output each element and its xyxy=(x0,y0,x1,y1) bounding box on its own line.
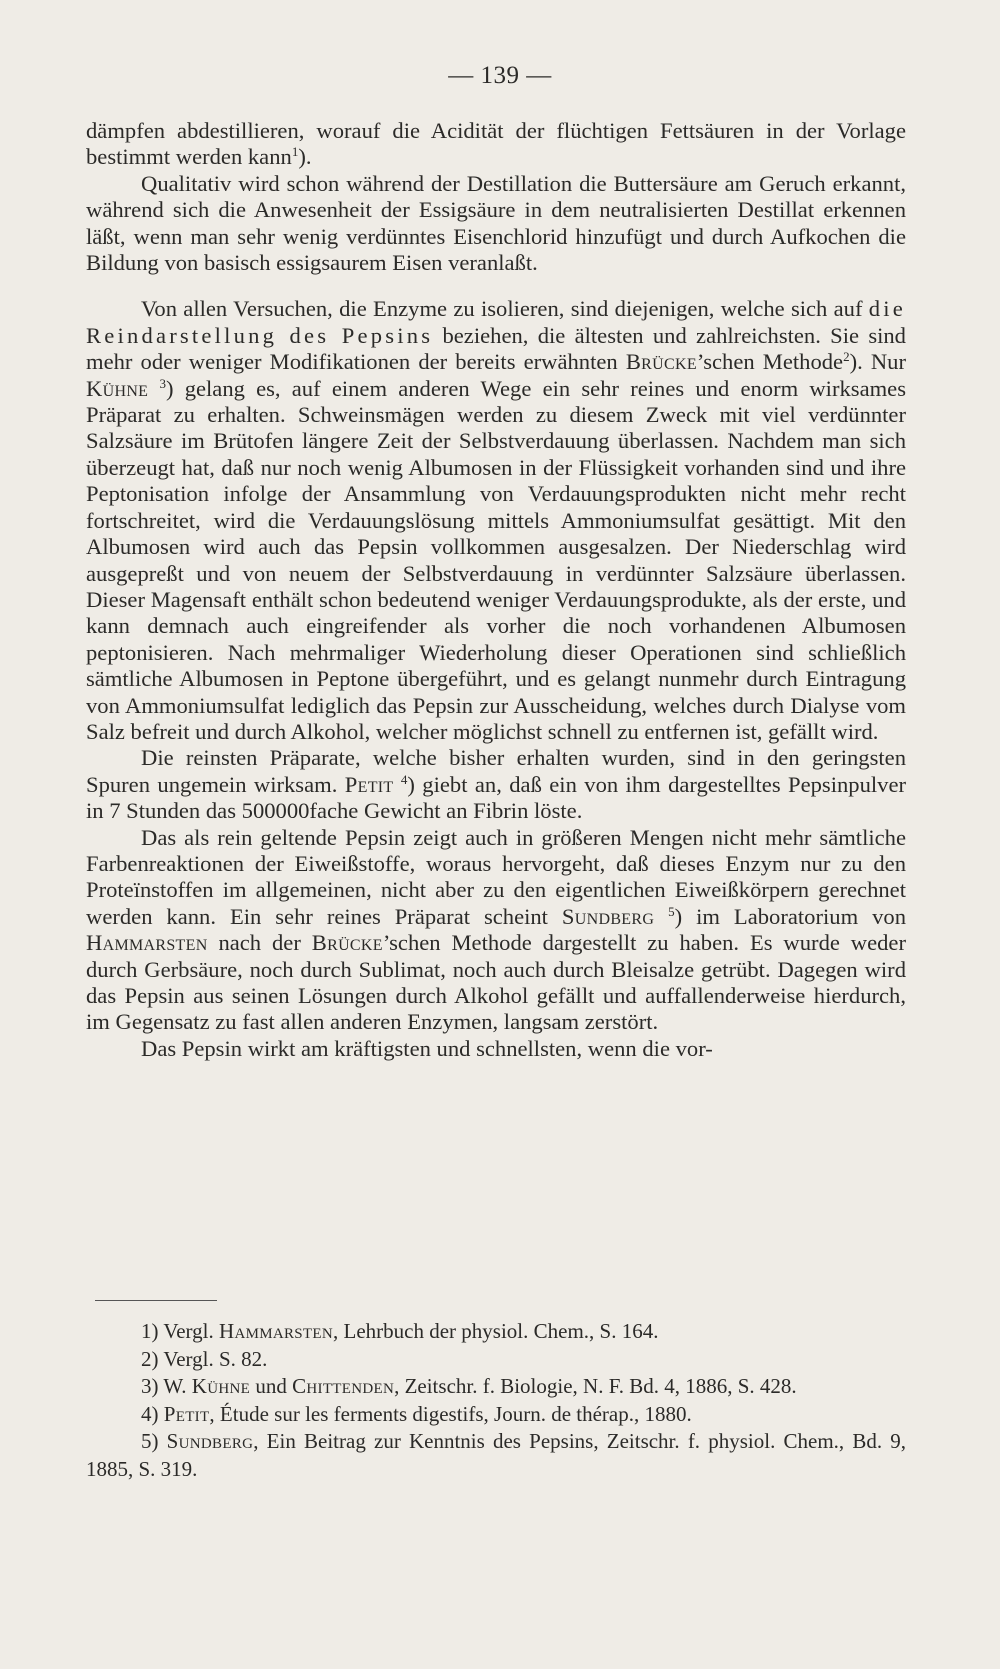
text-run: ) gelang es, auf einem anderen Wege ein sehr reines und enorm wirksames Präparat zu erhalten. Schweinsmägen werden zu diesem Zweck mit viel verdünnter Salzsäure im Brütofen längere Zeit der Selbstverdauung überlassen. Nachdem man sich überzeugt hat, daß nur noch wenig Albumosen in der Flüssigkeit vorhanden sind und ihre Peptonisation infolge der Ansammlung von Verdauungsprodukten nicht mehr recht fortschreitet, wird die Verdauungslösung mittels Ammoniumsulfat gesättigt. Mit den Albumosen wird auch das Pepsin vollkommen ausgesalzen. Der Niederschlag wird ausgepreßt und von neuem der Selbstverdauung in verdünnter Salzsäure überlassen. Dieser Magensaft enthält schon bedeutend weniger Verdauungsprodukte, als der erste, und kann demnach auch eingreifender als vorher die noch vorhandenen Albumosen peptonisieren. Nach mehrmaliger Wiederholung dieser Operationen sind schließlich sämtliche Albumosen in Peptone übergeführt, und es gelangt nunmehr durch Eintragung von Ammoniumsulfat lediglich das Pepsin zur Ausscheidung, welches durch Dialyse vom Salz befreit und durch Alkohol, welcher möglichst schnell zu entfernen ist, gefällt wird. xyxy=(86,375,906,744)
author-name: Kühne xyxy=(191,1374,251,1398)
body-text xyxy=(86,118,906,1062)
footnote-divider xyxy=(95,1300,217,1301)
footnotes xyxy=(86,1318,906,1483)
page-number: — 139 — xyxy=(448,62,552,89)
footnote-marker: 2 xyxy=(843,349,850,365)
text-run: und xyxy=(250,1374,293,1398)
paragraph-2 xyxy=(86,171,906,277)
author-name: Kühne xyxy=(86,375,149,401)
author-name: Chittenden xyxy=(292,1374,395,1398)
text-run xyxy=(148,376,159,401)
footnote-2 xyxy=(86,1346,906,1374)
text-run xyxy=(393,772,400,797)
footnote-5 xyxy=(86,1428,906,1483)
text-run: Qualitativ wird schon während der Destillation die Buttersäure am Geruch erkannt, während sich die Anwesenheit der Essigsäure in dem neutralisierten Destillat erkennen läßt, wenn man sehr wenig verdünntes Eisenchlorid hinzufügt und durch Aufkochen die Bildung von basisch essigsaurem Eisen veranlaßt. xyxy=(86,170,906,276)
text-run: Von allen Versuchen, die Enzyme zu isolieren, sind diejenigen, welche sich auf xyxy=(141,296,869,322)
author-name: Hammarsten xyxy=(218,1319,333,1343)
paragraph-4 xyxy=(86,745,906,824)
paragraph-3 xyxy=(86,296,906,745)
author-name: Brücke xyxy=(625,349,697,375)
author-name: Hammarsten xyxy=(86,930,208,956)
author-name: Sundberg xyxy=(561,903,655,929)
paragraph-1 xyxy=(86,118,906,171)
text-run: nach der xyxy=(207,930,312,956)
footnote-marker: 4 xyxy=(400,771,408,787)
text-run: , Lehrbuch der physiol. Chem., S. 164. xyxy=(333,1319,659,1343)
footnote-marker: 3 xyxy=(159,375,166,391)
text-run: , Étude sur les ferments digestifs, Journ. de thérap., 1880. xyxy=(209,1401,692,1426)
author-name: Brücke xyxy=(311,930,383,956)
text-run: ) giebt an, daß ein von ihm dargestelltes Pepsinpulver in 7 Stunden das 500000fache Gewicht an Fibrin löste. xyxy=(86,771,906,824)
footnote-1 xyxy=(86,1318,906,1346)
text-run: 1) Vergl. xyxy=(141,1319,219,1343)
emphasized-text: die Reindarstellung des Pepsins xyxy=(86,296,906,348)
text-run: Das Pepsin wirkt am kräftigsten und schnellsten, wenn die vor- xyxy=(141,1035,713,1061)
text-run: ’schen Methode xyxy=(696,349,844,375)
text-run: 3) W. xyxy=(141,1374,192,1398)
text-run: , Ein Beitrag zur Kenntnis des Pepsins, Zeitschr. f. physiol. Chem., Bd. 9, 1885, S. 319. xyxy=(86,1429,906,1481)
text-run: Das als rein geltende Pepsin zeigt auch in größeren Mengen nicht mehr sämtliche Farbenreaktionen der Eiweißstoffe, woraus hervorgeht, daß dieses Enzym nur zu den Proteïnstoffen im allgemeinen, nicht aber zu den eigentlichen Eiweißkörpern gerechnet werden kann. Ein sehr reines Präparat scheint xyxy=(86,824,906,929)
text-run: 5) xyxy=(141,1429,167,1453)
footnote-marker: 5 xyxy=(668,903,675,919)
text-run: beziehen, die ältesten und zahlreichsten. Sie sind mehr oder weniger Modifikationen der bereits erwähnten xyxy=(86,322,906,375)
text-run: 4) xyxy=(141,1401,164,1426)
footnote-marker: 1 xyxy=(291,144,299,160)
text-run: 2) Vergl. S. 82. xyxy=(141,1346,268,1371)
text-run: ). xyxy=(298,144,312,170)
author-name: Petit xyxy=(163,1401,210,1426)
text-run: ’schen Methode dargestellt zu haben. Es wurde weder durch Gerbsäure, noch durch Sublimat, noch auch durch Bleisalze getrübt. Dagegen wird das Pepsin aus seinen Lösungen durch Alkohol gefällt und auffallenderweise hierdurch, im Gegensatz zu fast allen anderen Enzymen, langsam zerstört. xyxy=(86,930,906,1035)
text-run: , Zeitschr. f. Biologie, N. F. Bd. 4, 1886, S. 428. xyxy=(394,1374,797,1398)
text-run: dämpfen abdestillieren, worauf die Acidität der flüchtigen Fettsäuren in der Vorlage bestimmt werden kann xyxy=(86,118,906,170)
text-run: ). Nur xyxy=(849,349,906,375)
footnote-3 xyxy=(86,1373,906,1401)
footnote-4 xyxy=(86,1401,906,1429)
text-run xyxy=(654,904,668,929)
author-name: Petit xyxy=(344,771,394,797)
author-name: Sundberg xyxy=(166,1429,254,1453)
paragraph-6 xyxy=(86,1036,906,1062)
text-run: Die reinsten Präparate, welche bisher erhalten wurden, sind in den geringsten Spuren ungemein wirksam. xyxy=(86,745,906,797)
text-run: ) im Laboratorium von xyxy=(674,903,906,929)
paragraph-5 xyxy=(86,825,906,1036)
